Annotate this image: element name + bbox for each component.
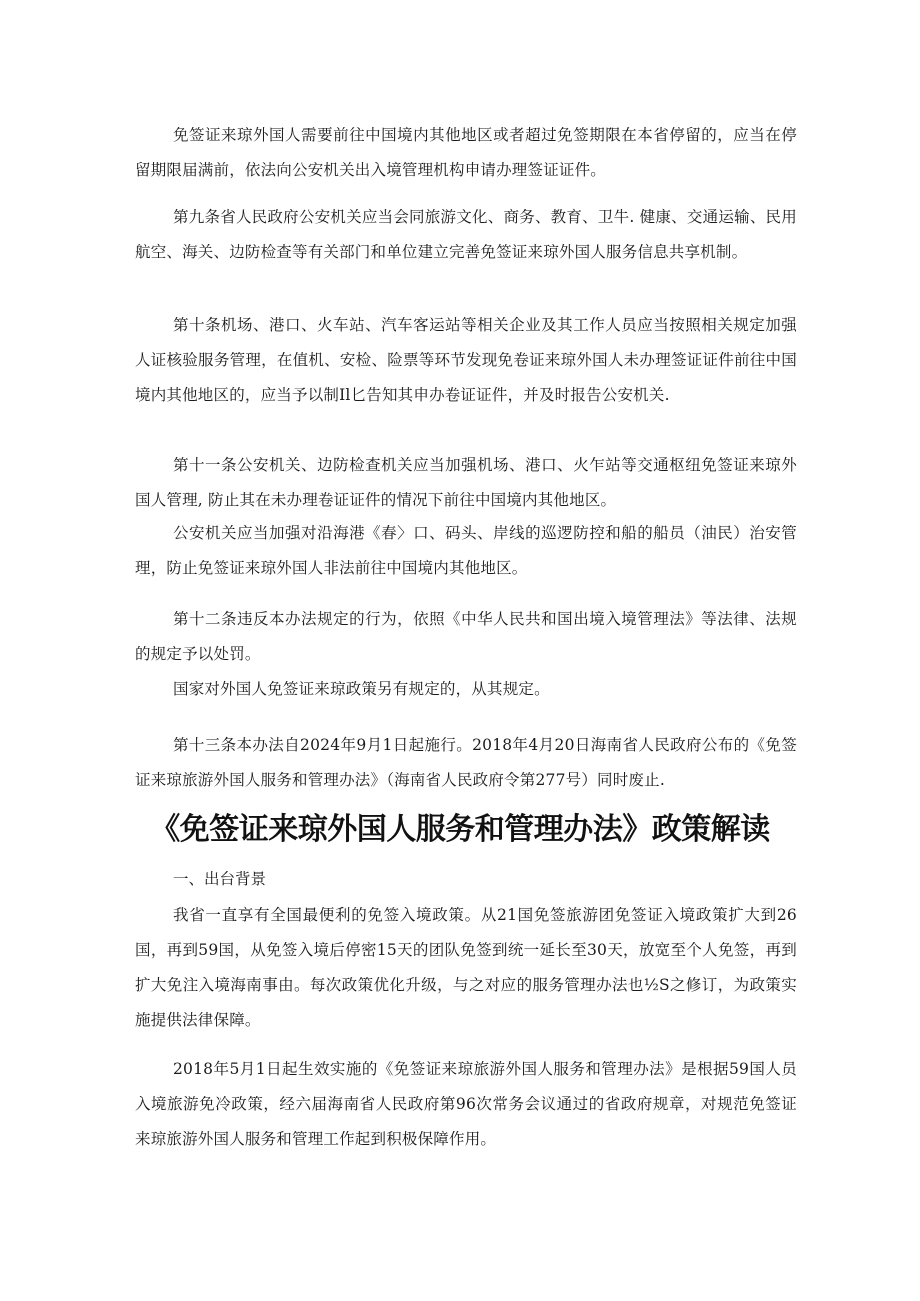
paragraph-article-12: 第十二条违反本办法规定的行为，依照《中华人民共和国出境入境管理法》等法律、法规的规定予以处罚。	[135, 610, 797, 663]
paragraph-national-policy: 国家对外国人免签证来琼政策另有规定的，从其规定。	[173, 680, 550, 698]
paragraph-coastal-patrol: 公安机关应当加强对沿海港《春〉口、码头、岸线的巡逻防控和船的船员（油民）治安管理，防止免签证来琼外国人非法前往中国境内其他地区。	[135, 524, 797, 577]
interpretation-title: 《免签证来琼外国人服务和管理办法》政策解读	[150, 812, 770, 847]
paragraph-article-11: 第十一条公安机关、边防检查机关应当加强机场、港口、火乍站等交通枢纽免签证来琼外国人管理, 防止其在未办理卷证证件的情况下前往中国境内其他地区。	[135, 456, 797, 509]
section-heading-background: 一、出台背景	[173, 870, 267, 888]
paragraph-visa-free-stay: 免签证来琼外国人需要前往中国境内其他地区或者超过免签期限在本省停留的，应当在停留期限届满前，依法向公安机关出入境管理机构申请办理签证证件。	[135, 126, 797, 179]
paragraph-article-9: 第九条省人民政府公安机关应当会同旅游文化、商务、教育、卫牛. 健康、交通运输、民用航空、海关、边防检查等有关部门和单位建立完善免签证来琼外国人服务信息共享机制。	[135, 208, 797, 261]
paragraph-article-13: 第十三条本办法自2024年9月1日起施行。2018年4月20日海南省人民政府公布的《免签证来琼旅游外国人服务和管理办法》（海南省人民政府令第277号）同时废止.	[135, 736, 797, 789]
paragraph-background-2: 2018年5月1日起生效实施的《免签证来琼旅游外国人服务和管理办法》是根据59国人员入境旅游免冷政策，经六届海南省人民政府第96次常务会议通过的省政府规章，对规范免签证来琼旅游外国人服务和管理工作起到积极保障作用。	[135, 1060, 797, 1148]
paragraph-background-1: 我省一直享有全国最便利的免签入境政策。从21国免签旅游团免签证入境政策扩大到26国，再到59国，从免签入境后停密15天的团队免签到统一延长至30天，放宽至个人免签，再到扩大免注入境海南事由。每次政策优化升级，与之对应的服务管理办法也½S之修订，为政策实施提供法律保障。	[135, 906, 797, 1029]
paragraph-article-10: 第十条机场、港口、火车站、汽车客运站等相关企业及其工作人员应当按照相关规定加强人证核验服务管理，在值机、安检、险票等环节发现免卷证来琼外国人未办理签证证件前往中国境内其他地区的，应当予以制Il匕告知其申办卷证证件，并及时报告公安机关.	[135, 316, 797, 404]
